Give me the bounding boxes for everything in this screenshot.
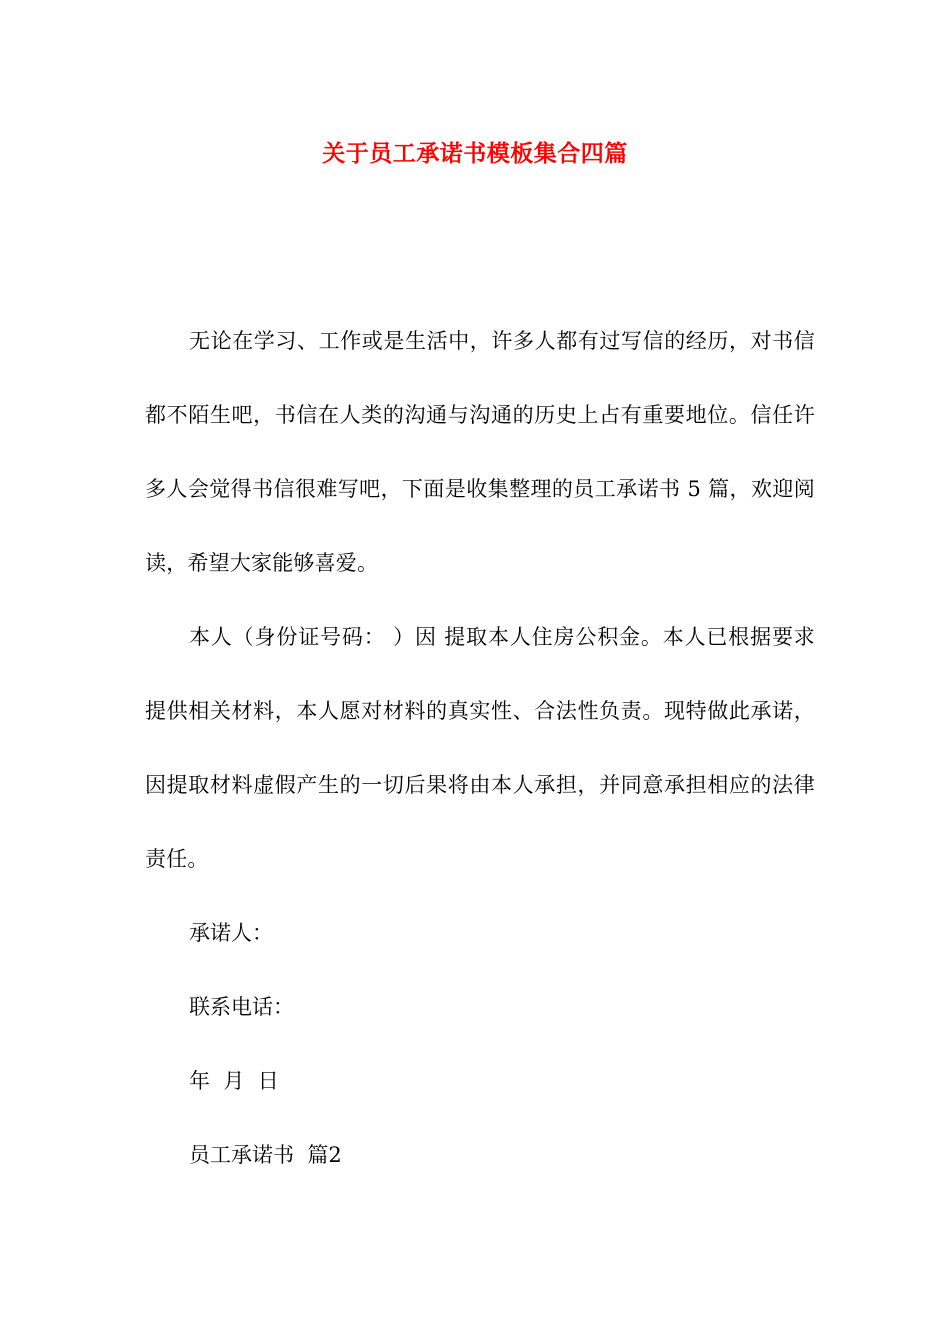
date-label: 年 月 日: [189, 1069, 279, 1093]
commitment-paragraph: 本人（身份证号码： ）因 提取本人住房公积金。本人已根据要求提供相关材料，本人愿对材料的真实性、合法性负责。现特做此承诺，因提取材料虚假产生的一切后果将由本人承担，并同意承担相应的法律责任。: [145, 625, 815, 871]
promisor-label: 承诺人：: [189, 921, 273, 945]
section-heading: 员工承诺书 篇2: [189, 1143, 342, 1167]
document-body: [145, 304, 815, 1192]
intro-paragraph: 无论在学习、工作或是生活中，许多人都有过写信的经历，对书信都不陌生吧，书信在人类的沟通与沟通的历史上占有重要地位。信任许多人会觉得书信很难写吧，下面是收集整理的员工承诺书 5 篇，欢迎阅读，希望大家能够喜爱。: [145, 329, 815, 575]
document-title: 关于员工承诺书模板集合四篇: [322, 140, 628, 167]
phone-label: 联系电话：: [189, 995, 294, 1019]
